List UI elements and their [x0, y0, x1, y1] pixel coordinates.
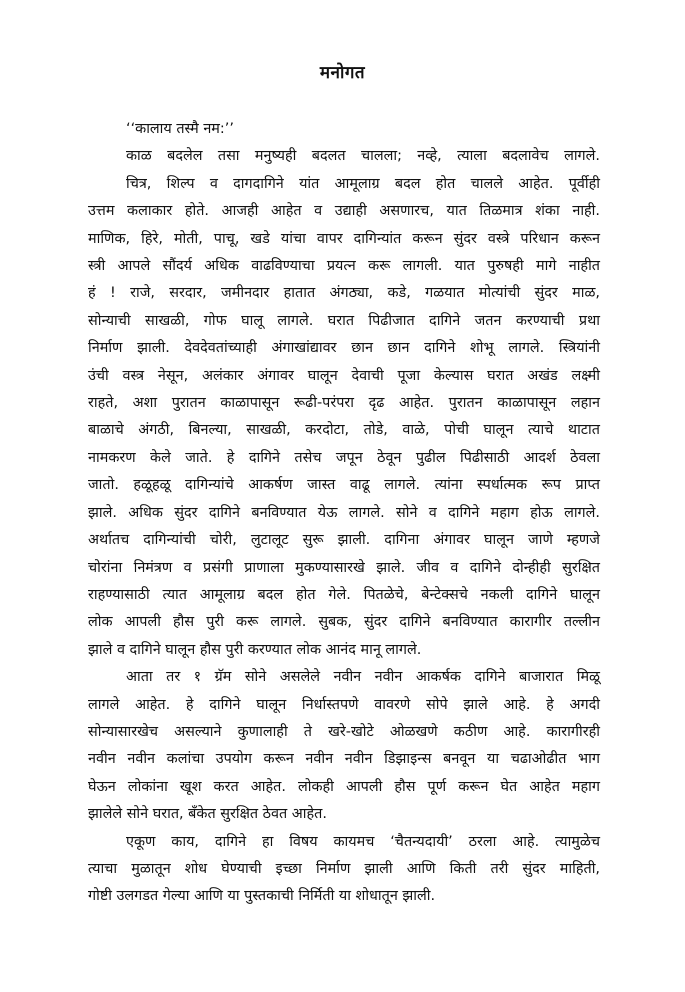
paragraph-2-line-5: हं ! राजे, सरदार, जमीनदार हातात अंगठ्या, कडे, गळयात मोत्यांची सुंदर माळ,: [88, 285, 600, 302]
paragraph-2-line-3: माणिक, हिरे, मोती, पाचू, खडे यांचा वापर दागिन्यांत करून सुंदर वस्त्रे परिधान करून: [88, 230, 600, 247]
paragraph-3-line-2: लागले आहेत. हे दागिने घालून निर्धास्तपणे वावरणे सोपे झाले आहे. हे अगदी: [88, 696, 600, 713]
paragraph-2-line-14: अर्थातच दागिन्यांची चोरी, लुटालूट सुरू झाली. दागिना अंगावर घालून जाणे म्हणजे: [88, 532, 600, 549]
paragraph-2-line-12: जातो. हळूहळू दागिन्यांचे आकर्षण जास्त वाढू लागले. त्यांना स्पर्धात्मक रूप प्राप्त: [88, 477, 600, 494]
paragraph-3-line-5: घेऊन लोकांना खूश करत आहेत. लोकही आपली हौस पूर्ण करून घेत आहेत महाग: [88, 778, 600, 795]
paragraph-2-line-8: उंची वस्त्र नेसून, अलंकार अंगावर घालून देवाची पूजा केल्यास घरात अखंड लक्ष्मी: [88, 367, 600, 384]
paragraph-2-line-13: झाले. अधिक सुंदर दागिने बनविण्यात येऊ लागले. सोने व दागिने महाग होऊ लागले.: [88, 504, 600, 521]
paragraph-2-line-2: उत्तम कलाकार होते. आजही आहेत व उद्याही असणारच, यात तिळमात्र शंका नाही.: [88, 203, 600, 220]
paragraph-2-line-9: राहते, अशा पुरातन काळापासून रूढी-परंपरा दृढ आहेत. पुरातन काळापासून लहान: [88, 395, 600, 412]
paragraph-2-line-10: बाळाचे अंगठी, बिनल्या, साखळी, करदोटा, तोडे, वाळे, पोची घालून त्याचे थाटात: [88, 422, 600, 439]
paragraph-3-line-1: आता तर १ ग्रॅम सोने असलेले नवीन नवीन आकर्षक दागिने बाजारात मिळू: [126, 669, 600, 686]
paragraph-4-line-3: गोष्टी उलगडत गेल्या आणि या पुस्तकाची निर्मिती या शोधातून झाली.: [88, 888, 436, 905]
body-text: [88, 116, 600, 911]
paragraph-2-line-18: झाले व दागिने घालून हौस पुरी करण्यात लोक आनंद मानू लागले.: [88, 641, 422, 658]
paragraph-2-line-15: चोरांना निमंत्रण व प्रसंगी प्राणाला मुकण्यासारखे झाले. जीव व दागिने दोन्हीही सुरक्षित: [88, 559, 600, 576]
paragraph-2-line-4: स्त्री आपले सौंदर्य अधिक वाढविण्याचा प्रयत्न करू लागली. यात पुरुषही मागे नाहीत: [88, 258, 600, 275]
epigraph-quote: ‘‘कालाय तस्मै नम:’’: [126, 121, 234, 137]
paragraph-2-line-7: निर्माण झाली. देवदेवतांच्याही अंगाखांद्यावर छान छान दागिने शोभू लागले. स्त्रियांनी: [88, 340, 600, 357]
paragraph-4-line-1: एकूण काय, दागिने हा विषय कायमच ‘चैतन्यदायी’ ठरला आहे. त्यामुळेच: [126, 833, 600, 850]
paragraph-2-line-1: चित्र, शिल्प व दागदागिने यांत आमूलाग्र बदल होत चालले आहेत. पूर्वीही: [126, 175, 600, 192]
paragraph-3-line-4: नवीन नवीन कलांचा उपयोग करून नवीन नवीन डिझाइन्स बनवून या चढाओढीत भाग: [88, 751, 600, 768]
page-title: मनोगत: [319, 63, 366, 83]
paragraph-2-line-16: राहण्यासाठी त्यात आमूलाग्र बदल होत गेले. पितळेचे, बेन्टेक्सचे नकली दागिने घालून: [88, 586, 600, 603]
paragraph-2-line-11: नामकरण केले जाते. हे दागिने तसेच जपून ठेवून पुढील पिढीसाठी आदर्श ठेवला: [88, 449, 600, 466]
paragraph-2-line-6: सोन्याची साखळी, गोफ घालू लागले. घरात पिढीजात दागिने जतन करण्याची प्रथा: [88, 312, 600, 329]
paragraph-3-line-3: सोन्यासारखेच असल्याने कुणालाही ते खरे-खोटे ओळखणे कठीण आहे. कारागीरही: [88, 723, 600, 740]
paragraph-3-line-6: झालेले सोने घरात, बँकेत सुरक्षित ठेवत आहेत.: [88, 806, 327, 823]
paragraph-1-line-1: काळ बदलेल तसा मनुष्यही बदलत चालला; नव्हे, त्याला बदलावेच लागले.: [126, 148, 600, 165]
paragraph-2-line-17: लोक आपली हौस पुरी करू लागले. सुबक, सुंदर दागिने बनविण्यात कारागीर तल्लीन: [88, 614, 600, 631]
paragraph-4-line-2: त्याचा मुळातून शोध घेण्याची इच्छा निर्माण झाली आणि किती तरी सुंदर माहिती,: [88, 860, 600, 877]
